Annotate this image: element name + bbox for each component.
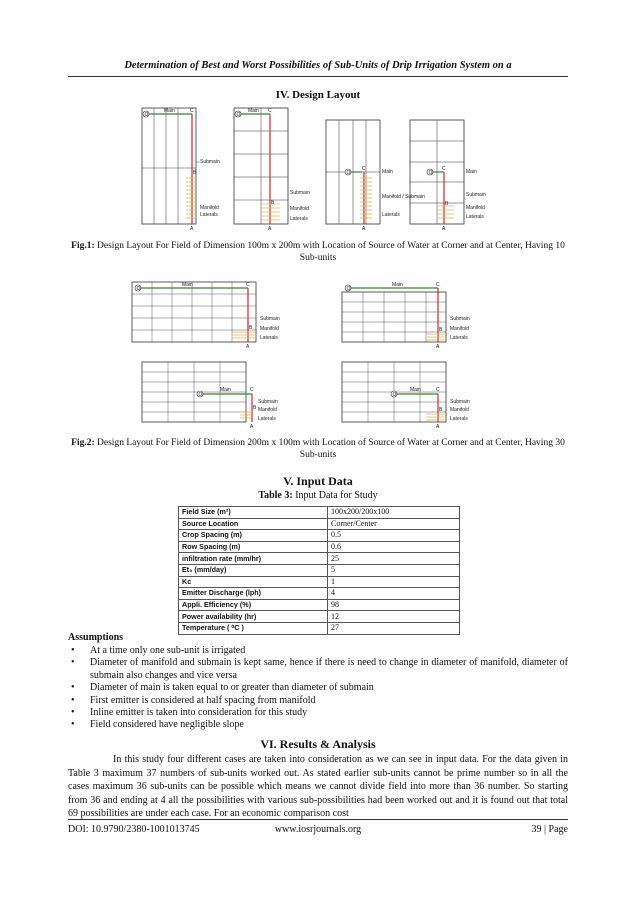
label-a: A xyxy=(268,226,272,230)
table-row xyxy=(179,553,460,565)
label-a: A xyxy=(246,344,250,350)
fig1-panel-1 xyxy=(142,108,220,230)
running-header: Determination of Best and Worst Possibilities of Sub-Units of Drip Irrigation System on a xyxy=(124,60,512,71)
table-3-label: Table 3: xyxy=(258,490,293,501)
bullet-icon: • xyxy=(71,657,75,669)
table-value: Corner/Center xyxy=(328,518,460,530)
label-laterals: Laterals xyxy=(382,212,400,218)
list-item-text: Diameter of main is taken equal to or greater than diameter of submain xyxy=(90,682,374,694)
list-item xyxy=(68,707,568,719)
label-a: A xyxy=(250,424,254,430)
list-item-text: Diameter of manifold and submain is kept same, hence if there is need to change in diameter of manifold, diameter of submain also changes and vice versa xyxy=(90,657,568,681)
label-a: A xyxy=(436,424,440,430)
label-o: O xyxy=(346,170,351,176)
table-value: 0.6 xyxy=(328,541,460,553)
label-submain: Submain xyxy=(258,399,278,405)
label-o: O xyxy=(392,392,397,398)
figure-2-label: Fig.2: xyxy=(71,438,95,448)
list-item xyxy=(68,719,568,731)
table-value: 27 xyxy=(328,622,460,634)
label-c: C xyxy=(362,166,366,172)
table-row xyxy=(179,541,460,553)
table-row xyxy=(179,599,460,611)
label-laterals: Laterals xyxy=(450,416,468,422)
label-c: C xyxy=(268,108,272,114)
list-item-text: Inline emitter is taken into consideration for this study xyxy=(90,707,308,719)
label-main: Main xyxy=(392,282,403,288)
table-key: infiltration rate (mm/hr) xyxy=(179,553,328,565)
label-main: Main xyxy=(182,282,193,288)
bullet-icon: • xyxy=(71,682,75,694)
label-manifold: Manifold xyxy=(258,407,277,413)
table-value: 1 xyxy=(328,576,460,588)
label-b: B xyxy=(445,201,449,207)
input-data-table xyxy=(178,506,460,635)
table-value: 4 xyxy=(328,588,460,600)
label-laterals: Laterals xyxy=(260,335,278,341)
label-c: C xyxy=(436,282,440,288)
table-row xyxy=(179,518,460,530)
label-c: C xyxy=(246,282,250,288)
table-value: 5 xyxy=(328,564,460,576)
table-key: Et₀ (mm/day) xyxy=(179,564,328,576)
label-laterals: Laterals xyxy=(200,212,218,218)
label-a: A xyxy=(436,344,440,350)
figure-2-caption xyxy=(68,437,568,461)
figure-2-diagram xyxy=(128,276,514,430)
list-item-text: At a time only one sub-unit is irrigated xyxy=(90,645,246,656)
label-o: O xyxy=(144,112,149,118)
figure-1-diagram xyxy=(140,106,502,230)
table-key: Power availability (hr) xyxy=(179,611,328,623)
footer-site: www.iosrjournals.org xyxy=(274,824,362,835)
figure-1-caption-text: Design Layout For Field of Dimension 100m x 200m with Location of Source of Water at Corner and at Center, Having 10 Sub-units xyxy=(94,241,565,263)
label-a: A xyxy=(190,226,194,230)
fig2-panel-4 xyxy=(342,362,470,430)
label-c: C xyxy=(250,387,254,393)
label-submain: Submain xyxy=(200,159,220,165)
figure-1-label: Fig.1: xyxy=(71,241,95,251)
footer-rule xyxy=(68,819,568,820)
table-key: Temperature ( ⁰C ) xyxy=(179,622,328,634)
assumptions-list xyxy=(68,645,568,732)
label-o: O xyxy=(236,112,241,118)
label-o: O xyxy=(198,392,203,398)
label-b: B xyxy=(253,405,257,411)
bullet-icon: • xyxy=(71,645,75,656)
label-manifold: Manifold xyxy=(450,407,469,413)
label-o: O xyxy=(428,170,433,176)
fig1-panel-4 xyxy=(410,120,486,230)
results-paragraph: In this study four different cases are taken into consideration as we can see in input data. For the data given in Table 3 maximum 37 numbers of sub-units worked out. As stated earlier sub-units cannot be prime number so in all the cases maximum 36 sub-units can be possible which means we cannot divide field into more than 36 number. So starting from 36 and ending at 4 all the possibilities with various sub-possibilities had been worked out and it is found out that total 69 possibilities are under each case. For an economic comparison cost xyxy=(68,754,568,820)
bullet-icon: • xyxy=(71,707,75,719)
footer-doi: DOI: 10.9790/2380-1001013745 xyxy=(68,824,200,835)
footer-page-number: 39 | Page xyxy=(531,824,568,835)
section-title-design-layout: IV. Design Layout xyxy=(275,89,361,101)
table-value: 25 xyxy=(328,553,460,565)
assumptions-heading: Assumptions xyxy=(68,632,124,643)
label-laterals: Laterals xyxy=(466,214,484,220)
list-item xyxy=(68,645,568,657)
fig2-panel-1 xyxy=(132,282,280,350)
label-b: B xyxy=(439,407,443,413)
figure-2-caption-text: Design Layout For Field of Dimension 200m x 100m with Location of Source of Water at Corner and at Center, Having 30 Sub-units xyxy=(94,438,565,460)
label-b: B xyxy=(439,327,443,333)
table-key: Kc xyxy=(179,576,328,588)
fig2-panel-2 xyxy=(342,282,470,350)
list-item xyxy=(68,657,568,682)
table-key: Appli. Efficiency (%) xyxy=(179,599,328,611)
table-value: 12 xyxy=(328,611,460,623)
label-b: B xyxy=(271,200,275,206)
label-laterals: Laterals xyxy=(450,335,468,341)
label-manifold: Manifold xyxy=(260,326,279,332)
table-row xyxy=(179,588,460,600)
list-item xyxy=(68,695,568,707)
label-manifold: Manifold xyxy=(290,206,309,212)
table-3-caption xyxy=(68,490,568,502)
fig1-panel-2 xyxy=(234,108,310,230)
figure-1-caption xyxy=(68,240,568,264)
label-main: Main xyxy=(220,387,231,393)
section-title-results: VI. Results & Analysis xyxy=(260,737,376,751)
table-row xyxy=(179,507,460,519)
label-b: B xyxy=(193,170,197,176)
label-laterals: Laterals xyxy=(258,416,276,422)
label-a: A xyxy=(362,226,366,230)
label-o: O xyxy=(346,286,351,292)
label-o: O xyxy=(136,286,141,292)
list-item-text: Field considered have negligible slope xyxy=(90,719,244,731)
table-key: Field Size (m²) xyxy=(179,507,328,519)
label-c: C xyxy=(442,166,446,172)
table-value: 98 xyxy=(328,599,460,611)
label-laterals: Laterals xyxy=(290,216,308,222)
table-key: Source Location xyxy=(179,518,328,530)
label-submain: Submain xyxy=(450,316,470,322)
label-submain: Submain xyxy=(290,190,310,196)
label-manifold: Manifold xyxy=(466,205,485,211)
label-manifold-submain: Manifold / Submain xyxy=(382,194,425,200)
fig2-panel-3 xyxy=(142,362,278,430)
label-submain: Submain xyxy=(260,316,280,322)
label-main: Main xyxy=(382,169,393,175)
label-submain: Submain xyxy=(466,192,486,198)
table-row xyxy=(179,530,460,542)
list-item xyxy=(68,682,568,694)
table-row xyxy=(179,564,460,576)
label-main: Main xyxy=(248,108,259,114)
label-main: Main xyxy=(410,387,421,393)
table-row xyxy=(179,611,460,623)
table-value: 0.5 xyxy=(328,530,460,542)
label-b: B xyxy=(249,325,253,331)
label-c: C xyxy=(190,108,194,114)
label-c: C xyxy=(436,387,440,393)
table-key: Emitter Discharge (lph) xyxy=(179,588,328,600)
header-rule xyxy=(68,76,568,77)
table-row xyxy=(179,622,460,634)
label-submain: Submain xyxy=(450,399,470,405)
table-key: Row Spacing (m) xyxy=(179,541,328,553)
bullet-icon: • xyxy=(71,719,75,731)
bullet-icon: • xyxy=(71,694,75,706)
label-main: Main xyxy=(466,169,477,175)
table-row xyxy=(179,576,460,588)
label-manifold: Manifold xyxy=(450,326,469,332)
label-a: A xyxy=(442,226,446,230)
label-manifold: Manifold xyxy=(200,205,219,211)
label-main: Main xyxy=(164,108,175,114)
list-item-text: First emitter is considered at half spacing from manifold xyxy=(90,694,316,706)
table-key: Crop Spacing (m) xyxy=(179,530,328,542)
table-value: 100x200/200x100 xyxy=(328,507,460,519)
table-3-caption-text: Input Data for Study xyxy=(292,490,378,501)
section-title-input-data: V. Input Data xyxy=(283,474,353,488)
